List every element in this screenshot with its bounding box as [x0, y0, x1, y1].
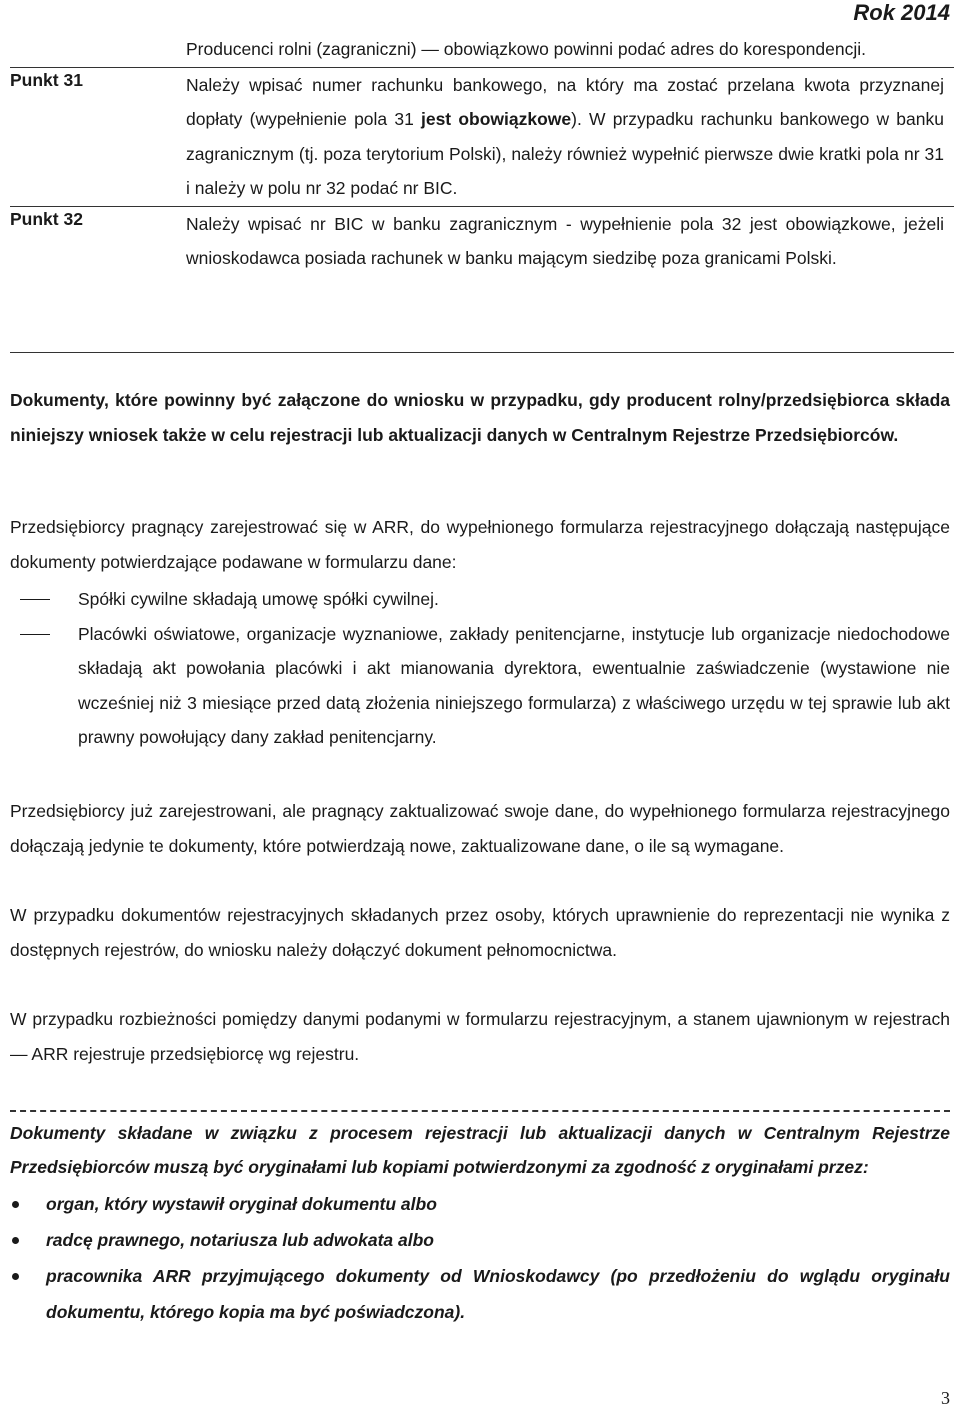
dash-icon: [20, 634, 50, 635]
bullet-text: organ, który wystawił oryginał dokumentu albo: [46, 1194, 437, 1214]
row-label-empty: [10, 32, 186, 67]
list-item: [10, 1258, 950, 1330]
document-year-header: Rok 2014: [853, 0, 950, 25]
row-text-punkt-32: Należy wpisać nr BIC w banku zagranicznym - wypełnienie pola 32 jest obowiązkowe, jeżeli wnioskodawca posiada rachunek w banku mającym siedzibę poza granicami Polski.: [186, 213, 944, 268]
list-item: [10, 1186, 950, 1222]
bullet-icon: [12, 1273, 19, 1280]
notice-box: [10, 1110, 950, 1330]
bullet-text: pracownika ARR przyjmującego dokumenty od Wnioskodawcy (po przedłożeniu do wglądu oryginału dokumentu, którego kopia ma być poświadczona).: [46, 1266, 950, 1322]
notice-text: Dokumenty składane w związku z procesem rejestracji lub aktualizacji danych w Centralnym Rejestrze Przedsiębiorców muszą być oryginałami lub kopiami potwierdzonymi za zgodność z oryginałami przez:: [10, 1123, 950, 1177]
table-row-punkt-31: [10, 67, 954, 206]
list-item: [10, 582, 950, 617]
list-item: [10, 1222, 950, 1258]
bullet-list: [10, 1186, 950, 1330]
row-text-punkt-31: [186, 68, 944, 206]
instructions-table: [10, 32, 954, 276]
table-bottom-rule: [10, 352, 954, 353]
table-row: [10, 32, 954, 67]
table-row-punkt-32: [10, 206, 954, 276]
page-number: 3: [941, 1388, 950, 1408]
row-text-foreign-producers: Producenci rolni (zagraniczni) — obowiązkowo powinni podać adres do korespondencji.: [186, 39, 866, 59]
dash-list: [10, 582, 950, 755]
intro-paragraph: Przedsiębiorcy pragnący zarejestrować się w ARR, do wypełnionego formularza rejestracyjnego dołączają następujące dokumenty potwierdzające podawane w formularzu dane:: [10, 517, 950, 572]
paragraph-discrepancy: W przypadku rozbieżności pomiędzy danymi podanymi w formularzu rejestracyjnym, a stanem ujawnionym w rejestrach — ARR rejestruje przedsiębiorcę wg rejestru.: [10, 1009, 950, 1064]
dash-item-text: Placówki oświatowe, organizacje wyznaniowe, zakłady penitencjarne, instytucje lub organizacje niedochodowe składają akt powołania placówki i akt mianowania dyrektora, ewentualnie zaświadczenie (wystawione nie wcześniej niż 3 miesiące przed datą złożenia niniejszego formularza) z właściwego urzędu w tej sprawie lub akt prawny powołujący dany zakład penitencjarny.: [78, 623, 950, 747]
bullet-text: radcę prawnego, notariusza lub adwokata albo: [46, 1230, 434, 1250]
punkt-31-text-emphasis: jest obowiązkowe: [420, 109, 572, 129]
list-item: [10, 617, 950, 755]
paragraph-registered: Przedsiębiorcy już zarejestrowani, ale pragnący zaktualizować swoje dane, do wypełnionego formularza rejestracyjnego dołączają jedynie te dokumenty, które potwierdzają nowe, zaktualizowane dane, o ile są wymagane.: [10, 801, 950, 856]
punkt-31-text-c: ). W przypadku rachunku bankowego w banku zagranicznym (tj. poza terytorium Polski), należy również wypełnić pierwsze dwie kratki pola nr 31 i należy w polu nr 32 podać nr BIC.: [186, 109, 944, 198]
paragraph-proxy: W przypadku dokumentów rejestracyjnych składanych przez osoby, których uprawnienie do reprezentacji nie wynika z dostępnych rejestrów, do wniosku należy dołączyć dokument pełnomocnictwa.: [10, 905, 950, 960]
punkt-31-text-a: Należy wpisać numer rachunku bankowego, na który ma zostać przelana kwota przyznanej dopłaty (wypełnienie pola 31: [186, 74, 944, 129]
row-label-punkt-31: Punkt 31: [10, 69, 83, 90]
documents-heading: Dokumenty, które powinny być załączone do wniosku w przypadku, gdy producent rolny/przedsiębiorca składa niniejszy wniosek także w celu rejestracji lub aktualizacji danych w Centralnym Rejestrze Przedsiębiorców.: [10, 390, 950, 445]
row-label-punkt-32: Punkt 32: [10, 208, 83, 229]
dash-item-text: Spółki cywilne składają umowę spółki cywilnej.: [78, 589, 439, 609]
bullet-icon: [12, 1237, 19, 1244]
bullet-icon: [12, 1201, 19, 1208]
dash-icon: [20, 599, 50, 600]
